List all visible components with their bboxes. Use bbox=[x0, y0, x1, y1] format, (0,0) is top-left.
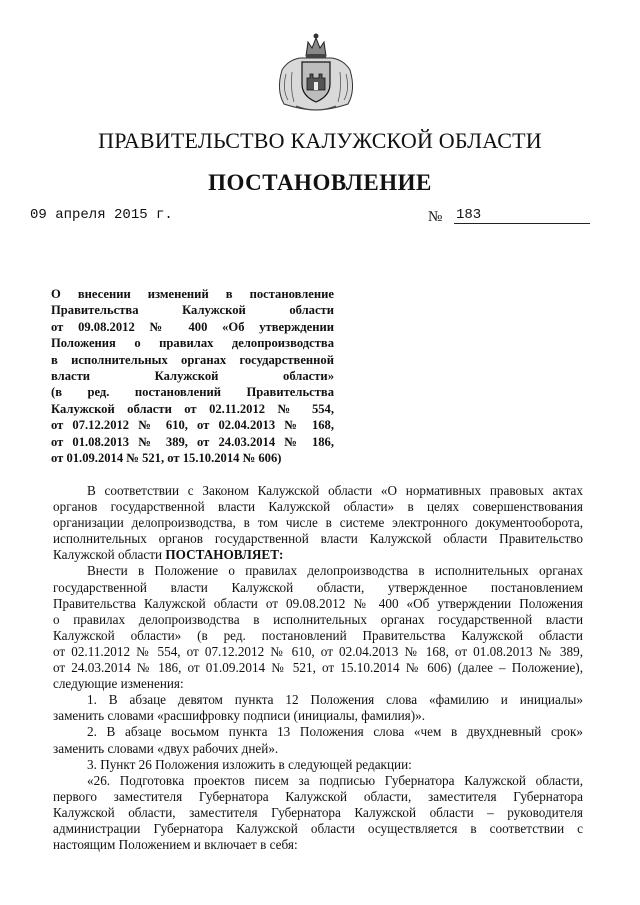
body-line: о правилах делопроизводства в исполнительных органах государственной власти bbox=[53, 611, 583, 627]
body-line: от 24.03.2014 № 186, от 01.09.2014 № 521, от 15.10.2014 № 606) (далее – Положение), bbox=[53, 660, 583, 676]
document-number bbox=[428, 208, 590, 226]
body-line: заменить словами «двух рабочих дней». bbox=[53, 740, 279, 756]
body-line: 2. В абзаце восьмом пункта 13 Положения слова «чем в двухдневный срок» bbox=[87, 724, 583, 740]
number-sign: № bbox=[428, 209, 443, 225]
document-subject bbox=[51, 286, 334, 466]
document-date: 09 апреля 2015 г. bbox=[30, 207, 173, 223]
body-line: Калужской области» (в ред. постановлений Правительства Калужской области bbox=[53, 627, 583, 643]
subject-line: Правительства Калужской области bbox=[51, 303, 334, 318]
subject-line: от 09.08.2012 № 400 «Об утверждении bbox=[51, 319, 334, 334]
subject-line: О внесении изменений в постановление bbox=[51, 287, 334, 301]
document-body bbox=[53, 483, 583, 853]
body-line: от 02.11.2012 № 554, от 07.12.2012 № 610, от 02.04.2013 № 168, от 01.08.2013 № 389, bbox=[53, 643, 583, 659]
subject-line: Калужской области от 02.11.2012 № 554, bbox=[51, 401, 334, 416]
body-line: исполнительных органов государственной власти Калужской области Правительство bbox=[53, 531, 583, 547]
body-line: государственной власти Калужской области, утвержденное постановлением bbox=[53, 579, 583, 595]
body-line: В соответствии с Законом Калужской области «О нормативных правовых актах bbox=[87, 483, 583, 498]
subject-line: Положения о правилах делопроизводства bbox=[51, 336, 334, 351]
body-line bbox=[53, 547, 583, 563]
body-line: организации делопроизводства, в том числе в системе электронного документооборота, bbox=[53, 515, 583, 531]
body-line: 3. Пункт 26 Положения изложить в следующей редакции: bbox=[87, 756, 412, 772]
body-line: 1. В абзаце девятом пункта 12 Положения слова «фамилию и инициалы» bbox=[87, 692, 583, 708]
body-line: Правительства Калужской области от 09.08.2012 № 400 «Об утверждении Положения bbox=[53, 595, 583, 611]
coat-of-arms-emblem bbox=[272, 30, 360, 114]
body-line: первого заместителя Губернатора Калужской области, заместителя Губернатора bbox=[53, 788, 583, 804]
subject-line: от 01.08.2013 № 389, от 24.03.2014 № 186, bbox=[51, 434, 334, 449]
body-text: Калужской области bbox=[53, 547, 163, 563]
subject-line: от 07.12.2012 № 610, от 02.04.2013 № 168, bbox=[51, 418, 334, 433]
body-line: Внести в Положение о правилах делопроизводства в исполнительных органах bbox=[87, 563, 583, 579]
body-line: заменить словами «расшифровку подписи (инициалы, фамилия)». bbox=[53, 708, 426, 724]
body-line: администрации Губернатора Калужской области осуществляется в соответствии с bbox=[53, 820, 583, 836]
body-line: настоящим Положением и включает в себя: bbox=[53, 837, 298, 853]
subject-line: в исполнительных органах государственной bbox=[51, 352, 334, 367]
body-line: Калужской области, заместителя Губернатора Калужской области – руководителя bbox=[53, 804, 583, 820]
body-line: органов государственной власти Калужской области» в целях совершенствования bbox=[53, 499, 583, 515]
subject-line: от 01.09.2014 № 521, от 15.10.2014 № 606) bbox=[51, 451, 282, 466]
government-title: ПРАВИТЕЛЬСТВО КАЛУЖСКОЙ ОБЛАСТИ bbox=[98, 128, 542, 153]
subject-line: власти Калужской области» bbox=[51, 369, 334, 384]
decree-keyword: ПОСТАНОВЛЯЕТ: bbox=[165, 547, 284, 563]
number-value: 183 bbox=[454, 207, 590, 224]
body-line: «26. Подготовка проектов писем за подписью Губернатора Калужской области, bbox=[87, 772, 583, 788]
body-line: следующие изменения: bbox=[53, 676, 184, 692]
document-type-heading: ПОСТАНОВЛЕНИЕ bbox=[208, 170, 432, 195]
subject-line: (в ред. постановлений Правительства bbox=[51, 385, 334, 400]
